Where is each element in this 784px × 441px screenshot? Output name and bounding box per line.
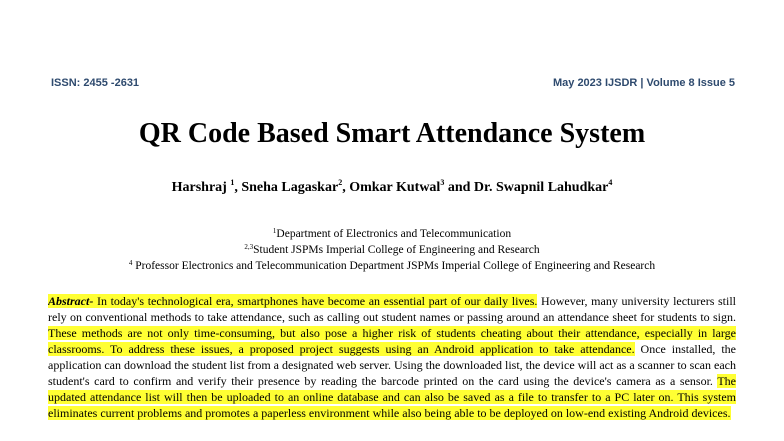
author-superscript: 2: [338, 178, 343, 187]
affiliation-text: Department of Electronics and Telecommunication: [276, 228, 512, 240]
abstract-paragraph: [48, 293, 736, 441]
affiliation-superscript: 4: [128, 259, 133, 267]
author-name: and Dr. Swapnil Lahudkar: [444, 180, 609, 195]
author-list: [0, 178, 784, 196]
affiliation-1: [0, 227, 784, 240]
author-superscript: 1: [230, 178, 235, 187]
affiliation-2: [0, 243, 784, 256]
author-name: , Sneha Lagaskar: [234, 180, 339, 195]
affiliation-text: Professor Electronics and Telecommunication Department JSPMs Imperial College of Engineering and Research: [132, 260, 656, 272]
abstract-sentence: Once installed, the application can download the student list from a designated web server. Using the downloaded list, the device will act as a scanner to scan each student's card to confirm and verify their presence by reading the barcode printed on the card using the device's camera as a sensor.: [48, 342, 736, 388]
affiliation-text: Student JSPMs Imperial College of Engineering and Research: [253, 244, 540, 256]
abstract-highlighted-sentence: The updated attendance list will then be uploaded to an online database and can also be saved as a file to transfer to a PC later on. This system eliminates current problems and promotes a paperless environment while also being able to be deployed on low-end existing Android devices.: [48, 374, 736, 420]
abstract-label: Abstract-: [48, 294, 94, 308]
abstract-sentence: However, many university lecturers still rely on conventional methods to take attendance, such as calling out student names or passing around an attendance sheet for students to sign.: [48, 294, 736, 324]
author-name: , Omkar Kutwal: [342, 180, 441, 195]
affiliation-superscript: 1: [272, 227, 277, 235]
author-superscript: 4: [608, 178, 613, 187]
issn-label: ISSN: 2455 -2631: [51, 77, 140, 89]
journal-issue-label: May 2023 IJSDR | Volume 8 Issue 5: [552, 77, 735, 89]
paper-title: QR Code Based Smart Attendance System: [138, 118, 646, 149]
abstract-highlighted-sentence: In today's technological era, smartphones have become an essential part of our daily lives.: [93, 294, 538, 308]
affiliation-superscript: 2,3: [244, 243, 254, 251]
author-name: Harshraj: [171, 180, 231, 195]
author-superscript: 3: [440, 178, 445, 187]
affiliation-3: [0, 259, 784, 272]
abstract-highlighted-sentence: These methods are not only time-consuming, but also pose a higher risk of students cheating about their attendance, especially in large classrooms. To address these issues, a proposed project suggests using an Android application to take attendance.: [48, 326, 736, 356]
